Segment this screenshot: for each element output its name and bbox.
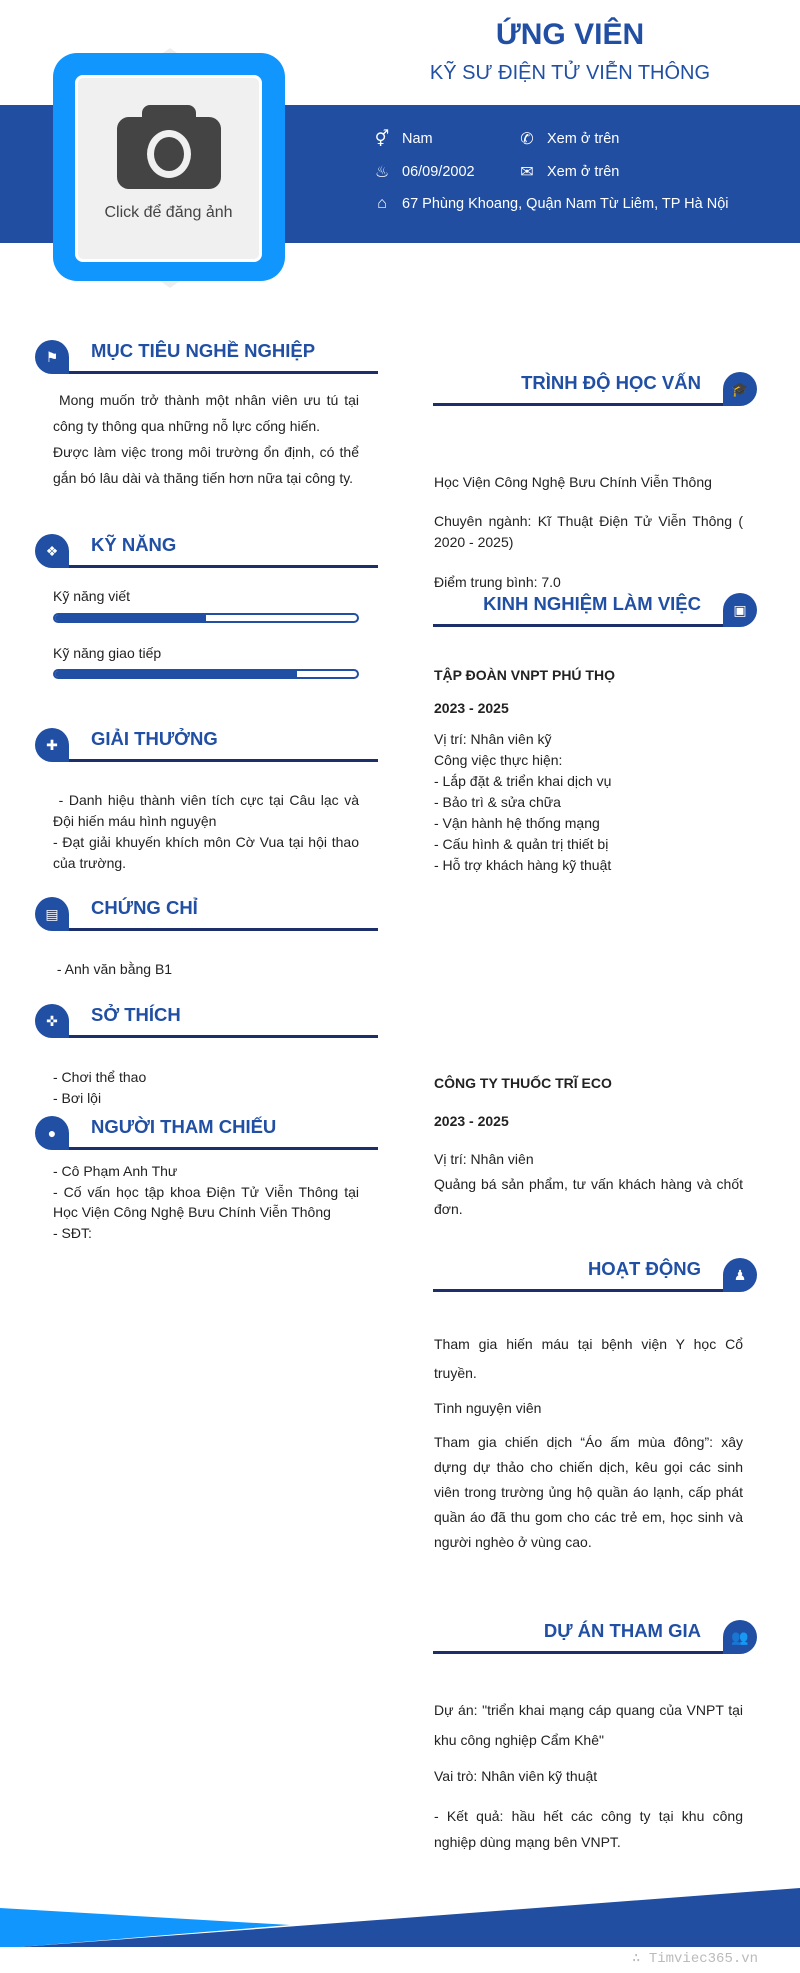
certificate-line: - Anh văn bằng B1	[53, 961, 173, 977]
divider	[69, 759, 378, 762]
photo-caption: Click để đăng ảnh	[104, 204, 233, 221]
activities-heading	[433, 1252, 757, 1292]
gender-row	[372, 129, 433, 149]
gender-icon: ⚥	[374, 131, 390, 148]
section-title: KINH NGHIỆM LÀM VIỆC	[483, 593, 701, 614]
photo-card[interactable]	[75, 75, 262, 262]
dob-value: 06/09/2002	[402, 164, 475, 180]
envelope-icon: ✉	[520, 164, 534, 181]
address-row	[372, 195, 728, 213]
objective-heading	[35, 334, 378, 374]
education-heading	[433, 366, 757, 406]
address-value: 67 Phùng Khoang, Quận Nam Từ Liêm, TP Hà Nội	[402, 196, 729, 212]
job-line: Công việc thực hiện:	[434, 752, 563, 768]
skill-name: Kỹ năng viết	[53, 588, 131, 604]
id-card-icon: ▤	[35, 897, 69, 931]
project-text: Dự án: "triển khai mạng cáp quang của VNPT tại khu công nghiệp Cẩm Khê"	[434, 1702, 743, 1748]
whatsapp-icon: ✆	[520, 131, 534, 148]
award-line: - Danh hiệu thành viên tích cực tại Câu lạc và Đội hiến máu hình nguyện	[53, 792, 363, 829]
section-title: KỸ NĂNG	[91, 534, 177, 555]
section-title: TRÌNH ĐỘ HỌC VẤN	[521, 372, 701, 393]
section-title: DỰ ÁN THAM GIA	[543, 1620, 701, 1641]
job-company: TẬP ĐOÀN VNPT PHÚ THỌ	[434, 667, 615, 683]
birthday-cake-icon: ♨	[374, 164, 390, 181]
references-heading	[35, 1110, 378, 1150]
skill-bar	[53, 613, 359, 623]
objective-text	[53, 387, 363, 491]
project-text: Vai trò: Nhân viên kỹ thuật	[434, 1768, 598, 1784]
divider	[69, 565, 378, 568]
job-line: - Lắp đặt & triển khai dịch vụ	[434, 773, 612, 789]
job-period: 2023 - 2025	[434, 1113, 509, 1129]
awards-heading	[35, 722, 378, 762]
job-line: Vị trí: Nhân viên kỹ	[434, 731, 552, 747]
cubes-icon: ❖	[35, 534, 69, 568]
project-text: - Kết quả: hầu hết các công ty tại khu công nghiệp dùng mạng bên VNPT.	[434, 1808, 743, 1850]
job-line: - Bảo trì & sửa chữa	[434, 794, 561, 810]
divider	[433, 1651, 723, 1654]
gamepad-icon: ✜	[35, 1004, 69, 1038]
reference-line: - SĐT:	[53, 1224, 92, 1241]
camera-icon	[114, 102, 224, 192]
gift-icon: ✚	[35, 728, 69, 762]
candidate-name: ỨNG VIÊN	[495, 18, 645, 51]
education-school: Học Viện Công Nghệ Bưu Chính Viễn Thông	[434, 474, 712, 490]
job-line: Quảng bá sản phẩm, tư vấn khách hàng và chốt đơn.	[434, 1176, 743, 1217]
divider	[69, 1035, 378, 1038]
divider	[69, 1147, 378, 1150]
certificates-heading	[35, 891, 378, 931]
activity-text: Tham gia hiến máu tại bệnh viện Y học Cổ truyền.	[434, 1336, 743, 1381]
job-details	[434, 1147, 743, 1222]
home-icon: ⌂	[377, 195, 387, 212]
photo-upload[interactable]	[50, 28, 290, 308]
phone-value: Xem ở trên	[547, 131, 620, 147]
job-company: CÔNG TY THUỐC TRĨ ECO	[434, 1075, 612, 1091]
divider	[433, 403, 723, 406]
education-major: Chuyên ngành: Kĩ Thuật Điện Tử Viễn Thông ( 2020 - 2025)	[434, 513, 743, 550]
objective-line: Mong muốn trở thành một nhân viên ưu tú tại công ty thông qua những nỗ lực cống hiến.	[53, 392, 363, 434]
skill-name: Kỹ năng giao tiếp	[53, 645, 162, 661]
footer-decoration	[0, 1880, 800, 1950]
phone-row	[517, 129, 619, 149]
section-title: HOẠT ĐỘNG	[587, 1258, 701, 1279]
graduation-cap-icon: 🎓	[723, 372, 757, 406]
users-icon: 👥	[723, 1620, 757, 1654]
gender-value: Nam	[402, 131, 433, 147]
projects-heading	[433, 1614, 757, 1654]
job-line: - Vận hành hệ thống mạng	[434, 815, 600, 831]
job-details	[434, 729, 743, 876]
email-row	[517, 162, 619, 182]
job-line: - Cấu hình & quản trị thiết bị	[434, 836, 609, 852]
divider	[69, 928, 378, 931]
job-title: KỸ SƯ ĐIỆN TỬ VIỄN THÔNG	[429, 62, 711, 84]
divider	[69, 371, 378, 374]
award-line: - Đạt giải khuyến khích môn Cờ Vua tại hội thao của trường.	[53, 834, 359, 871]
section-title: MỤC TIÊU NGHỀ NGHIỆP	[91, 340, 316, 361]
section-title: CHỨNG CHỈ	[91, 897, 198, 918]
skill-bar-fill	[55, 615, 206, 621]
job-line: Vị trí: Nhân viên	[434, 1151, 534, 1167]
skill-bar-fill	[55, 671, 297, 677]
hobbies-heading	[35, 998, 378, 1038]
job-line: - Hỗ trợ khách hàng kỹ thuật	[434, 857, 612, 873]
job-period: 2023 - 2025	[434, 700, 509, 716]
reference-line: - Cô Phạm Anh Thư	[53, 1163, 178, 1179]
hobby-line: - Chơi thể thao	[53, 1069, 147, 1085]
divider	[433, 1289, 723, 1292]
section-title: GIẢI THƯỞNG	[91, 728, 218, 749]
references-text	[53, 1161, 359, 1243]
skills-heading	[35, 528, 378, 568]
activity-text: Tình nguyện viên	[434, 1400, 542, 1416]
reference-line: - Cố vấn học tập khoa Điện Tử Viễn Thông tại Học Viện Công Nghệ Bưu Chính Viễn Thông	[53, 1183, 359, 1220]
flag-icon: ⚑	[35, 340, 69, 374]
section-title: NGƯỜI THAM CHIẾU	[91, 1116, 277, 1137]
briefcase-icon: ▣	[723, 593, 757, 627]
user-icon: ●	[35, 1116, 69, 1150]
hobby-line: - Bơi lội	[53, 1090, 102, 1106]
email-value: Xem ở trên	[547, 164, 620, 180]
watermark: ∴ Timviec365.vn	[632, 1951, 759, 1967]
dob-row	[372, 162, 475, 182]
activity-text: Tham gia chiến dịch “Áo ấm mùa đông”: xây dựng dự thảo cho chiến dịch, kêu gọi các sinh viên trong trường ủng hộ quần áo lạnh, cấp phát quần áo đã thu gom cho các trẻ em, học sinh và người nghèo ở vùng cao.	[434, 1434, 743, 1550]
divider	[433, 624, 723, 627]
section-title: SỞ THÍCH	[91, 1004, 181, 1025]
objective-line: Được làm việc trong môi trường ổn định, có thể gắn bó lâu dài và thăng tiến hơn nữa tại công ty.	[53, 444, 359, 486]
hobbies-text	[53, 1067, 359, 1109]
awards-text	[53, 790, 363, 874]
education-gpa: Điểm trung bình: 7.0	[434, 574, 561, 590]
skill-bar	[53, 669, 359, 679]
experience-heading	[433, 587, 757, 627]
person-icon: ♟	[723, 1258, 757, 1292]
